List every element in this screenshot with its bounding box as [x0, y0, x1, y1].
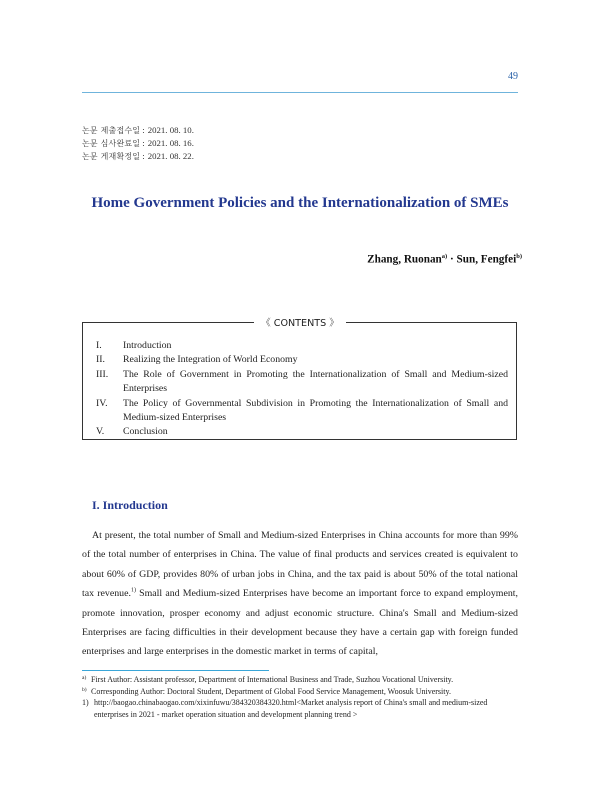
footnote-mark: 1) — [82, 698, 89, 708]
author-affiliation-mark: b) — [516, 253, 522, 260]
toc-text: Realizing the Integration of World Economy — [123, 354, 298, 366]
toc-text: Introduction — [123, 340, 172, 351]
footnote-mark: b) — [82, 686, 87, 693]
footnote — [82, 674, 522, 686]
toc-number: V. — [96, 426, 105, 438]
contents-heading — [0, 315, 600, 329]
contents-heading-label: 《 CONTENTS 》 — [254, 318, 346, 329]
paragraph-text: At present, the total number of Small and Medium-sized Enterprises in China accounts for more than 99% of the total number of enterprises in China. The value of final products and services created is equivalent to about 60% of GDP, provides 80% of urban jobs in China, and the tax paid is about 50% of the total national tax revenue. — [82, 530, 518, 600]
paper-title: Home Government Policies and the Internationalization of SMEs — [91, 195, 509, 211]
footnote-rule — [82, 670, 269, 671]
date-label: 논문 제출접수일 — [82, 126, 141, 135]
toc-item — [96, 368, 508, 397]
date-label: 논문 게재확정일 — [82, 152, 141, 161]
toc-number: III. — [96, 368, 109, 380]
footnote-text: http://baogao.chinabaogao.com/xixinfuwu/384320384320.html<Market analysis report of China's small and medium-sized enterprises in 2021 - market operation situation and development planning trend > — [94, 698, 488, 719]
author-affiliation-mark: a) — [441, 253, 448, 260]
submission-dates — [82, 124, 194, 163]
toc-item — [96, 397, 508, 426]
date-label: 논문 심사완료일 — [82, 139, 141, 148]
paragraph-text: Small and Medium-sized Enterprises have become an important force to expand employment, promote innovation, prosper economy and adjust economic structure. China's Small and Medium-sized Enterprises are facing difficulties in their development because they have a certain gap with foreign funded enterprises and large enterprises in the domestic market in terms of capital, — [82, 588, 518, 658]
page-number: 49 — [508, 71, 518, 82]
paragraph — [82, 526, 518, 662]
footnote — [82, 697, 522, 720]
toc-text: The Role of Government in Promoting the Internationalization of Small and Medium-sized Enterprises — [123, 368, 508, 395]
toc-item — [96, 353, 508, 367]
date-row-reviewed: 논문 심사완료일 : 2021. 08. 16. — [82, 138, 194, 148]
toc-number: II. — [96, 354, 105, 366]
section-heading-introduction: I. Introduction — [92, 498, 168, 512]
date-value: 2021. 08. 22. — [147, 151, 194, 161]
date-row-submitted: 논문 제출접수일 : 2021. 08. 10. — [82, 125, 194, 135]
date-value: 2021. 08. 10. — [147, 125, 194, 135]
author-name: Zhang, Ruonan — [367, 253, 442, 266]
header-rule — [82, 92, 518, 93]
date-row-accepted: 논문 게재확정일 : 2021. 08. 22. — [82, 151, 194, 161]
toc-number: I. — [96, 340, 102, 351]
author-separator: · — [450, 253, 454, 266]
footnote-mark: a) — [82, 675, 87, 681]
toc-item — [96, 339, 508, 353]
toc-text: The Policy of Governmental Subdivision in Promoting the Internationalization of Small and Medium-sized Enterprises — [123, 397, 508, 424]
body-text — [82, 526, 518, 662]
footnotes — [82, 674, 522, 720]
footnote-text: First Author: Assistant professor, Department of International Business and Trade, Suzhou Vocational University. — [91, 675, 454, 684]
author-line — [250, 253, 522, 266]
footnote — [82, 686, 522, 698]
footnote-reference: 1) — [130, 587, 136, 594]
toc-item — [96, 425, 508, 439]
date-value: 2021. 08. 16. — [147, 138, 194, 148]
table-of-contents — [96, 339, 508, 440]
toc-text: Conclusion — [123, 426, 168, 438]
footnote-text: Corresponding Author: Doctoral Student, Department of Global Food Service Management, Woosuk University. — [91, 686, 451, 696]
author-name: Sun, Fengfei — [456, 253, 517, 266]
toc-number: IV. — [96, 397, 108, 409]
